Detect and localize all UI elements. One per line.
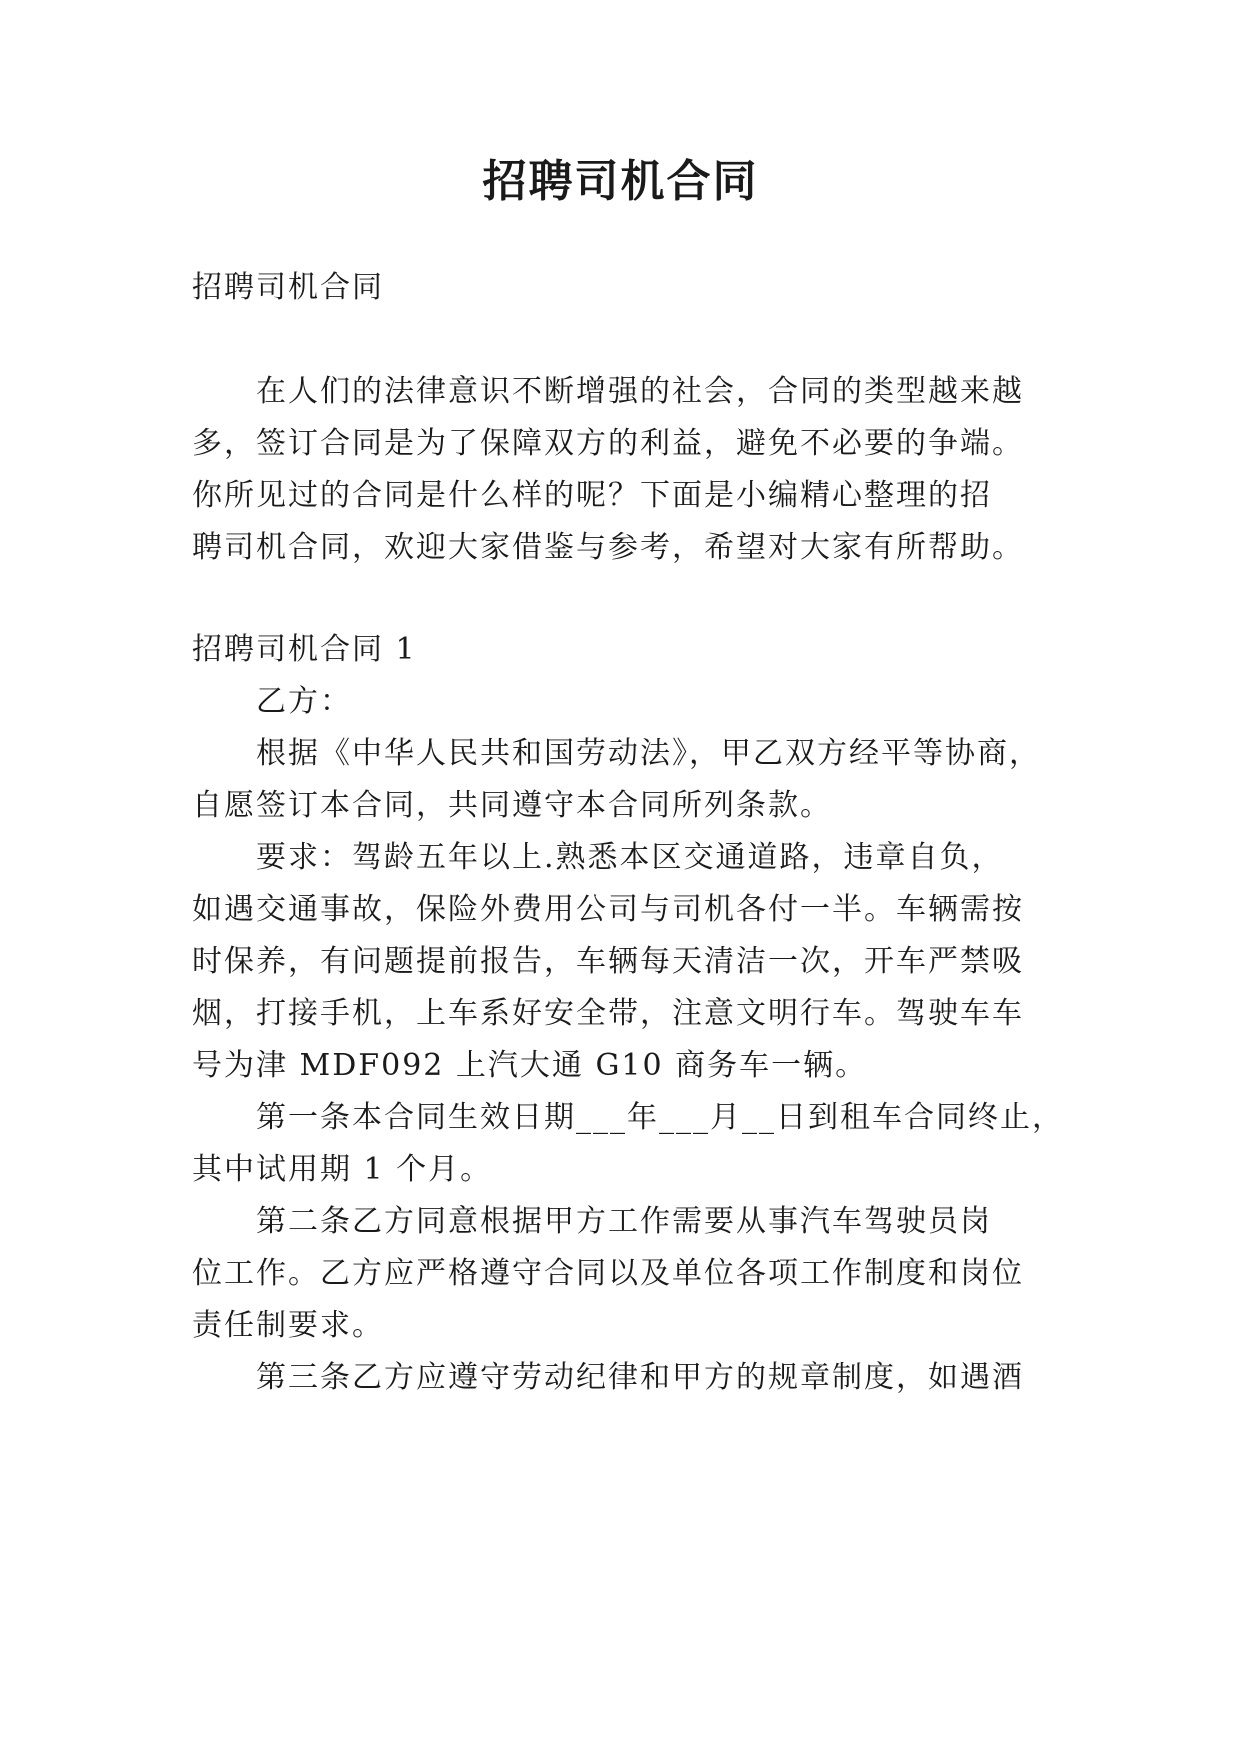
paragraph-line: 第一条本合同生效日期___年___月__日到租车合同终止， [256, 1100, 1064, 1135]
paragraph-line: 聘司机合同，欢迎大家借鉴与参考，希望对大家有所帮助。 [192, 530, 1024, 565]
paragraph-line: 第二条乙方同意根据甲方工作需要从事汽车驾驶员岗 [256, 1204, 992, 1239]
subtitle-line: 招聘司机合同 [192, 270, 384, 305]
party-b-label: 乙方： [256, 684, 352, 719]
paragraph-line: 自愿签订本合同，共同遵守本合同所列条款。 [192, 788, 832, 823]
paragraph-line: 如遇交通事故，保险外费用公司与司机各付一半。车辆需按 [192, 892, 1024, 927]
paragraph-line: 要求：驾龄五年以上.熟悉本区交通道路，违章自负， [256, 840, 1004, 875]
paragraph-line: 责任制要求。 [192, 1308, 384, 1343]
paragraph-line: 时保养，有问题提前报告，车辆每天清洁一次，开车严禁吸 [192, 944, 1024, 979]
paragraph-line: 第三条乙方应遵守劳动纪律和甲方的规章制度，如遇酒 [256, 1360, 1024, 1395]
paragraph-line: 位工作。乙方应严格遵守合同以及单位各项工作制度和岗位 [192, 1256, 1024, 1291]
paragraph-line: 多，签订合同是为了保障双方的利益，避免不必要的争端。 [192, 426, 1024, 461]
document-title: 招聘司机合同 [482, 156, 759, 207]
paragraph-line: 号为津 MDF092 上汽大通 G10 商务车一辆。 [192, 1048, 868, 1083]
paragraph-line: 其中试用期 1 个月。 [192, 1152, 493, 1187]
paragraph-line: 你所见过的合同是什么样的呢？下面是小编精心整理的招 [192, 478, 992, 513]
paragraph-line: 烟，打接手机，上车系好安全带，注意文明行车。驾驶车车 [192, 996, 1024, 1031]
paragraph-line: 在人们的法律意识不断增强的社会，合同的类型越来越 [256, 374, 1024, 409]
paragraph-line: 根据《中华人民共和国劳动法》，甲乙双方经平等协商， [256, 736, 1041, 771]
section-heading-text: 招聘司机合同 1 [192, 632, 417, 667]
